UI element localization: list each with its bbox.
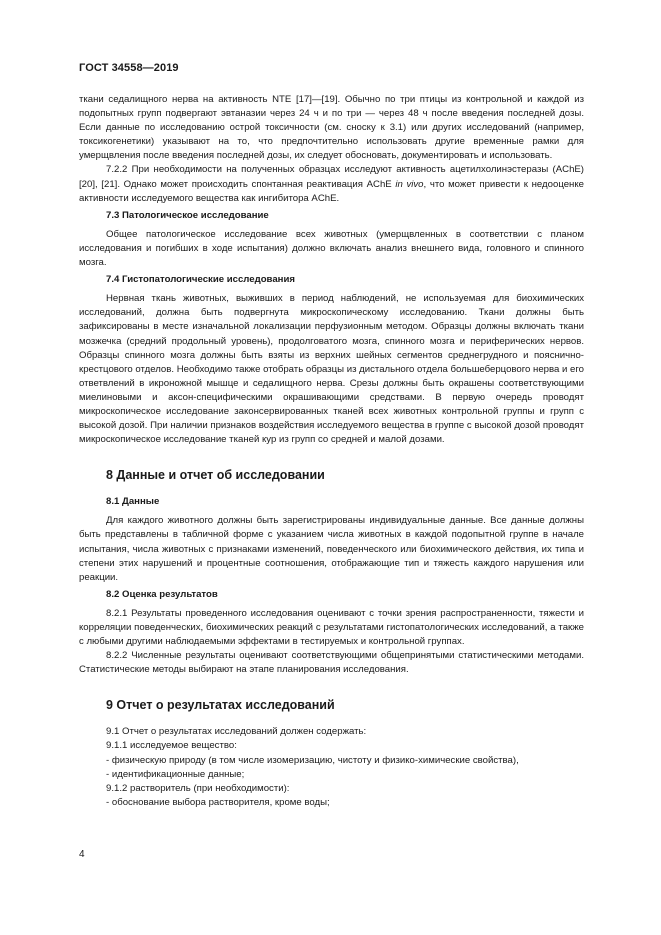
heading-8-2: 8.2 Оценка результатов [106,588,218,600]
heading-8-1: 8.1 Данные [106,496,160,508]
paragraph-8-1: Для каждого животного должны быть зарегистрированы индивидуальные данные. Все данные должны быть представлены в табличной форме с указанием числа животных в каждой подопытной группе в начале испытания, числа животных с признаками изменений, поведенческого или биохимического действия, их типа и степени этих нарушений и процентные соотношения, отображающие тип и тяжесть каждого нарушения или реакции. [79,515,584,583]
list-item-dash-3: - обоснование выбора растворителя, кроме воды; [106,796,330,808]
document-header: ГОСТ 34558—2019 [79,62,179,74]
paragraph-7-4: Нервная ткань животных, выживших в период наблюдений, не используемая для биохимических исследований, должна быть подвергнута микроскопическому исследованию. Ткани должны быть зафиксированы в месте изначальной локализации перфузионным методом. Образцы должны включать ткани мозжечка (средний продольный уровень), продолговатого мозга, спинного мозга и периферических нервов. Образцы спинного мозга должны быть взяты из верхних шейных сегментов среднегрудного и пояснично-крестцового отделов. Необходимо также отобрать образцы из дистального отдела большеберцового нерва и его ответвлений в икроножной мышце и седалищного нерва. Срезы должны быть окрашены соответствующими миелиновыми и аксон-специфическими окрашивающими средствами. В первую очередь проводят микроскопическое исследование законсервированных тканей всех животных контрольной группы и групп с высокой дозой. При наличии признаков воздействия исследуемого вещества в группе с высокой дозой проводят микроскопическое исследование тканей кур из групп со средней и малой дозами. [79,293,584,446]
paragraph-7-2-2-part2: , что может привести к недооценке активности исследуемого вещества как ингибитора AChE. [79,178,584,204]
paragraph-7-2-2-part1: 7.2.2 При необходимости на полученных образцах исследуют активность ацетилхолинэстеразы (AChE) [20], [21]. Однако может происходить спонтанная реактивация AChE [79,164,584,190]
list-item-9-1-1: 9.1.1 исследуемое вещество: [106,740,237,752]
list-item-9-1: 9.1 Отчет о результатах исследований должен содержать: [106,726,367,738]
heading-section-9: 9 Отчет о результатах исследований [106,698,335,713]
page-content [79,93,584,810]
heading-section-8: 8 Данные и отчет об исследовании [106,468,325,483]
paragraph-7-2-2 [79,163,584,205]
paragraph-7-2-2-italic: in vivo [395,178,424,190]
page-number: 4 [79,849,85,860]
paragraph-8-2-1: 8.2.1 Результаты проведенного исследования оценивают с точки зрения распространенности, тяжести и корреляции поведенческих, биохимических реакций с результатами гистопатологических исследований, а также с любыми другими наблюдаемыми эффектами в тестируемых и контрольной группах. [79,607,584,648]
paragraph-continuation: ткани седалищного нерва на активность NTE [17]—[19]. Обычно по три птицы из контрольной и каждой из подопытных групп подвергают эвтаназии через 24 ч и по три — через 48 ч после введения последней дозы. Если данные по исследованию острой токсичности (см. сноску к 3.1) или других исследований (например, токсикогенетики) указывают на то, что предпочтительно использовать другие временные рамки для умерщвления после введения последней дозы, их следует обосновать, документировать и использовать. [79,94,584,162]
list-item-9-1-2: 9.1.2 растворитель (при необходимости): [106,782,290,794]
list-item-dash-2: - идентификационные данные; [106,768,245,780]
heading-7-4: 7.4 Гистопатологические исследования [106,274,295,286]
heading-7-3: 7.3 Патологическое исследование [106,209,269,221]
paragraph-8-2-2: 8.2.2 Численные результаты оценивают соответствующими общепринятыми статистическими методами. Статистические методы выбирают на этапе планирования исследования. [79,650,584,676]
paragraph-7-3: Общее патологическое исследование всех животных (умерщвленных в соответствии с планом исследования и погибших в ходе испытания) должно включать анализ внешнего вида, головного и спинного мозга. [79,228,584,269]
list-item-dash-1: - физическую природу (в том числе изомеризацию, чистоту и физико-химические свойства), [106,754,519,766]
